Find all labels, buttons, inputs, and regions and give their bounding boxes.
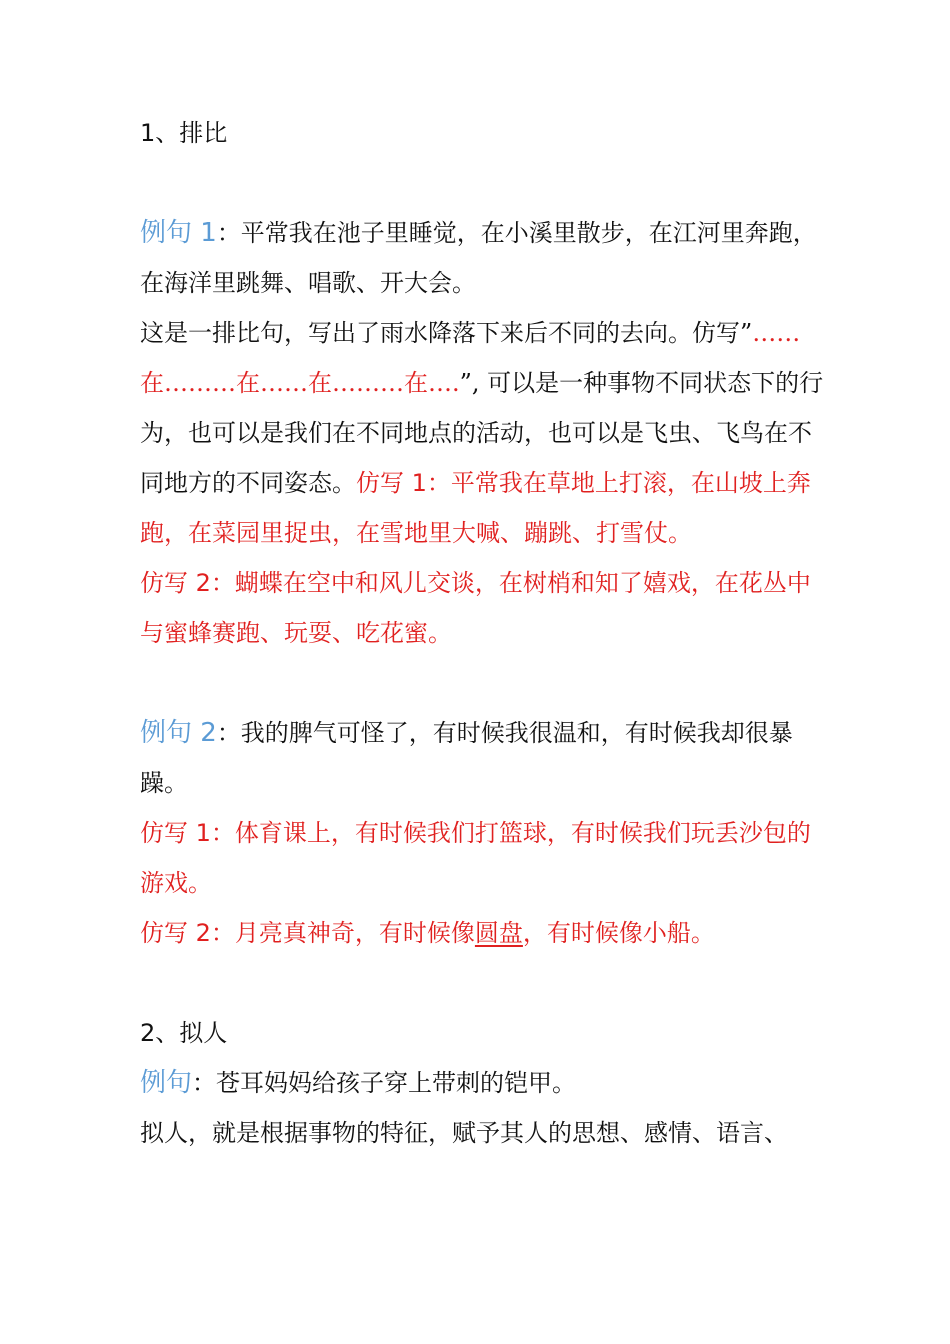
- imitation-label: 仿写 2：: [140, 919, 235, 947]
- imitation-text: 体育课上，有时候我们打篮球，有时候我们玩丢沙包的游戏。: [140, 819, 811, 897]
- explanation-text-b: ”, 可以是一种事物不同状态下的行为，也可以是我们在不同地点的活动，也可以是飞虫、飞鸟在不同地方的不同姿态。: [140, 369, 824, 497]
- spacer: [140, 658, 830, 708]
- example-sentence-1: [140, 208, 830, 308]
- example-label: 例句: [140, 1068, 193, 1098]
- imitation-label: 仿写 2：: [140, 569, 235, 597]
- imitation-2: [140, 558, 830, 658]
- document-content: [140, 108, 830, 1158]
- section-heading-parallelism: 1、排比: [140, 119, 228, 147]
- explanation-paragraph: 拟人，就是根据事物的特征，赋予其人的思想、感情、语言、: [140, 1119, 788, 1147]
- explanation-text-a: 这是一排比句，写出了雨水降落下来后不同的去向。仿写”: [140, 319, 753, 347]
- imitation-label: 仿写 1：: [140, 819, 235, 847]
- example-text: ：我的脾气可怪了，有时候我很温和，有时候我却很暴躁。: [140, 719, 793, 797]
- imitation-1: [140, 808, 830, 908]
- imitation-text: 蝴蝶在空中和风儿交谈，在树梢和知了嬉戏，在花丛中与蜜蜂赛跑、玩耍、吃花蜜。: [140, 569, 811, 647]
- imitation-text-a: 月亮真神奇，有时候像: [234, 919, 475, 947]
- imitation-text: 平常我在草地上打滚，在山坡上奔跑，在菜园里捉虫，在雪地里大喊、蹦跳、打雪仗。: [140, 469, 811, 547]
- spacer: [140, 158, 830, 208]
- underlined-word: 圆盘: [474, 919, 523, 947]
- imitation-2: [140, 908, 830, 958]
- example-sentence-2: [140, 708, 830, 808]
- imitation-label: 仿写 1：: [356, 469, 451, 497]
- example-label: 例句 2: [140, 718, 217, 748]
- sentence-pattern: ……在………在……在………在….: [140, 319, 801, 397]
- spacer: [140, 958, 830, 1008]
- example-text: ：苍耳妈妈给孩子穿上带刺的铠甲。: [192, 1069, 577, 1097]
- example-text: ：平常我在池子里睡觉，在小溪里散步，在江河里奔跑，在海洋里跳舞、唱歌、开大会。: [140, 219, 817, 297]
- example-label: 例句 1: [140, 218, 217, 248]
- example-sentence-personification: [140, 1058, 830, 1108]
- explanation-paragraph: [140, 308, 830, 558]
- imitation-text-b: ，有时候像小船。: [522, 919, 715, 947]
- section-heading-personification: 2、拟人: [140, 1019, 228, 1047]
